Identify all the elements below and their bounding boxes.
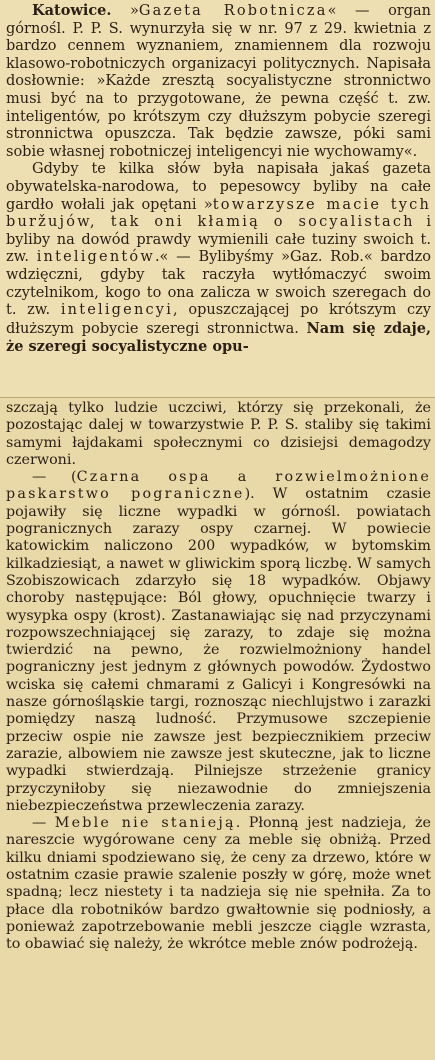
paragraph-gazeta-robotnicza: [6, 2, 431, 161]
text-run: « — organ górnośl. P. P. S. wynurzyła się w nr. 97 z 29. kwietnia z bardzo cennem wyznaniem, znamiennem dla rozwoju klasowo-robotniczych organizacyi politycznych. Napisała dosłownie: »Każde zresztą socyalistyczne stronnictwo musi być na to przygotowane, że pewna część t. zw. inteligentów, po krótszym czy dłuższym pobycie szeregi stronnictwa opuszcza. Tak będzie zawsze, póki sami sobie własnej robotniczej inteligencyi nie wychowamy«.: [6, 3, 432, 160]
bold-sentence: Nam się zdaje, że szeregi socyalistyczne opu-: [6, 319, 431, 356]
text-run: — (: [32, 469, 77, 486]
paragraph-meble: [6, 815, 431, 953]
dateline-katowice: Katowice.: [32, 2, 112, 19]
paragraph-continuation: szczają tylko ludzie uczciwi, którzy się przekonali, że pozostając dalej w towarzystwie P. P. S. staliby się takimi samymi łajdakami społecznymi co dzisiejsi demagodzy czerwoni.: [6, 400, 431, 468]
spaced-quote: towarzysze macie tych buržujów, tak oni kłamią o socyalistach: [6, 196, 432, 231]
column-fragment-bottom: [0, 398, 435, 1060]
text-run: , opuszczającej po krótszym czy dłuższym pobycie szeregi stronnictwa.: [6, 302, 431, 337]
article-text-bottom: [6, 400, 431, 954]
column-fragment-top: [0, 0, 435, 398]
text-run: »: [111, 3, 139, 19]
paragraph-czarna-ospa: [6, 469, 431, 815]
text-run: .« — Bylibyśmy »Gaz. Rob.« bardzo wdzięczni, gdyby tak raczyła wytłómaczyć swoim czytelnikom, kogo to ona zalicza w swoich szeregach do t. zw.: [6, 249, 431, 319]
text-run: i byliby na dowód prawdy wymienili całe tuziny swoich t. zw.: [6, 214, 431, 266]
text-run: ). W ostatnim czasie pojawiły się liczne wypadki w górnośl. powiatach pogranicznych zarazy ospy czarnej. W powiecie katowickim naliczono 200 wypadków, w bytomskim kilkadziesiąt, a nawet w gliwickim sporą liczbę. W samych Szobiszowicach zdarzyło się 18 wypadków. Objawy choroby następujące: Ból głowy, opuchnięcie twarzy i wysypka ospy (krost). Zastanawiając się nad przyczynami rozpowszechniającej się zarazy, to zdaje się można twierdzić na pewno, że rozwielmożniony handel pograniczny jest jednym z głównych powodów. Żydostwo wciska się całemi chmarami z Galicyi i Kongresówki na nasze górnośląskie targi, roznosząc niechlujstwo i zarazki pomiędzy naszą ludność. Przymusowe szczepienie przeciw ospie nie zawsze jest bezpiecznikiem przeciw zarazie, albowiem nie zawsze jest skuteczne, jak to liczne wypadki stwierdzają. Pilniejsze strzeżenie granicy przyczyniłoby się niezawodnie do zmniejszenia niebezpieczeństwa przewleczenia zarazy.: [6, 486, 431, 814]
paragraph-commentary: [6, 161, 431, 357]
text-run: Gdyby te kilka słów była napisała jakaś gazeta obywatelska-narodowa, to pepesowcy byliby na całe gardło wołali jak opętani »: [6, 161, 431, 213]
article-title-czarna-ospa: Czarna ospa a rozwielmożnione paskarstwo pograniczne: [6, 469, 431, 503]
spaced-quote: inteligencyi: [60, 302, 174, 319]
text-run: —: [32, 815, 55, 832]
spaced-quote: inteligentów: [36, 249, 155, 266]
article-title-meble: Meble nie stanieją: [54, 815, 236, 832]
text-run: . Płonną jest nadzieja, że nareszcie wygórowane ceny za meble się obniżą. Przed kilku dniami spodziewano się, że ceny za drzewo, które w ostatnim czasie prawie szalenie poszły w górę, może wnet spadną; lecz niestety i ta nadzieja się nie spełniła. Za to płace dla robotników bardzo gwałtownie się podniosły, a ponieważ zapotrzebowanie mebli jeszcze ciągle wzrasta, to obawiać się należy, że wkrótce meble znów podrożeją.: [6, 815, 431, 953]
article-text-top: [6, 2, 431, 357]
newspaper-title: Gazeta Robotnicza: [138, 3, 328, 19]
